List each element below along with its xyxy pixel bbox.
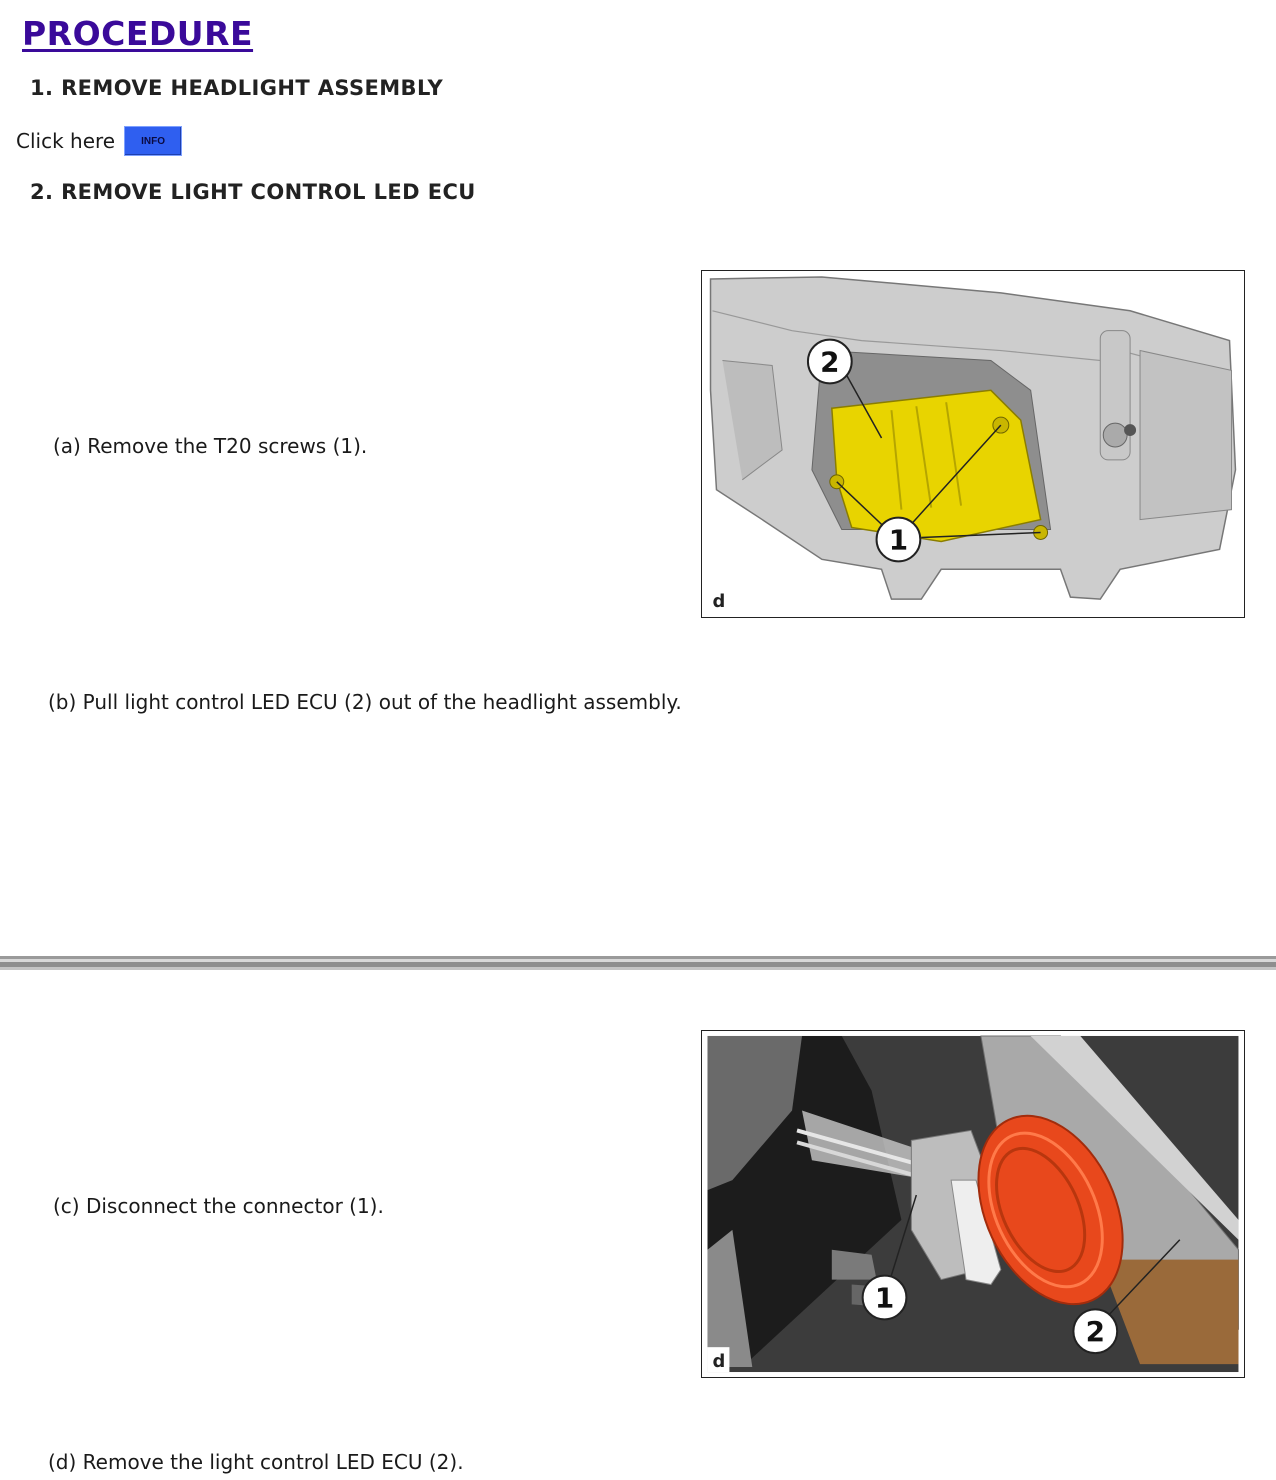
headlight-ecu-illustration bbox=[702, 271, 1244, 617]
callout-1 bbox=[863, 1276, 907, 1320]
step-1-heading: 1. REMOVE HEADLIGHT ASSEMBLY bbox=[30, 76, 444, 100]
substep-c: (c) Disconnect the connector (1). bbox=[53, 1194, 384, 1218]
svg-text:2: 2 bbox=[820, 345, 840, 379]
figure-corner-label: d bbox=[712, 591, 726, 613]
callout-2 bbox=[1073, 1309, 1117, 1353]
callout-1 bbox=[877, 518, 921, 562]
callout-2 bbox=[808, 340, 852, 384]
ecu-module bbox=[832, 390, 1041, 541]
step-2-heading: 2. REMOVE LIGHT CONTROL LED ECU bbox=[30, 180, 476, 204]
connector-photo-illustration bbox=[702, 1031, 1244, 1377]
svg-text:1: 1 bbox=[888, 523, 909, 557]
info-link-row bbox=[16, 126, 182, 156]
substep-a: (a) Remove the T20 screws (1). bbox=[53, 434, 368, 458]
click-here-text: Click here bbox=[16, 129, 116, 153]
section-divider bbox=[0, 956, 1276, 970]
svg-text:1: 1 bbox=[874, 1281, 895, 1315]
page-title: PROCEDURE bbox=[22, 14, 254, 53]
figure-corner-label: d bbox=[712, 1351, 726, 1373]
figure-ecu-screws bbox=[701, 270, 1245, 618]
substep-b: (b) Pull light control LED ECU (2) out of the headlight assembly. bbox=[48, 690, 682, 714]
substep-d: (d) Remove the light control LED ECU (2). bbox=[48, 1450, 464, 1474]
svg-text:2: 2 bbox=[1085, 1315, 1105, 1349]
info-button[interactable]: INFO bbox=[124, 126, 182, 156]
figure-connector bbox=[701, 1030, 1245, 1378]
